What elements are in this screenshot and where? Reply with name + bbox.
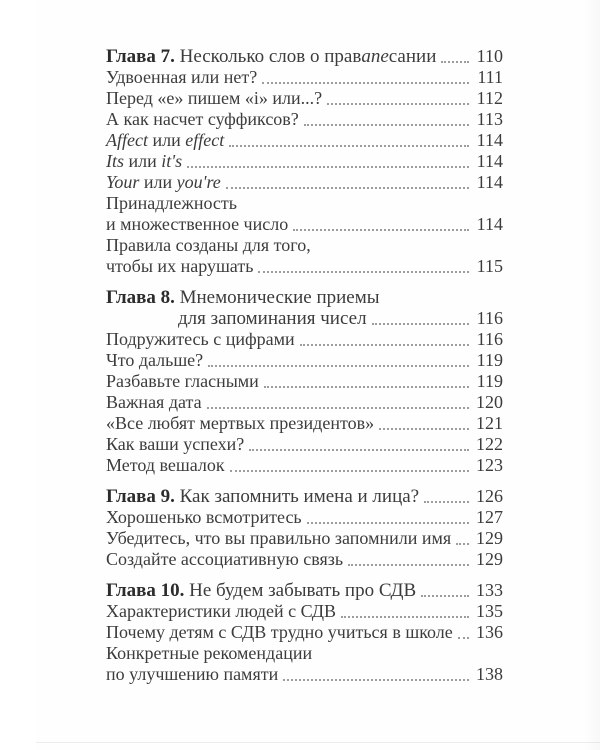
toc-page-number: 114 <box>476 130 503 150</box>
toc-entry-label: Глава 10. Не будем забывать про СДВ <box>106 580 417 601</box>
toc-section <box>106 580 503 685</box>
toc-entry-label: Что дальше? <box>106 350 204 370</box>
toc-page-number: 110 <box>476 46 503 66</box>
toc-page-number: 114 <box>476 151 503 171</box>
toc-chapter-row <box>106 46 503 67</box>
toc-page-number: 119 <box>476 350 503 370</box>
toc-entry-label: Убедитесь, что вы правильно запомнили имя <box>106 528 452 548</box>
toc-entry-label: Глава 7. Несколько слов о правапесании <box>106 46 437 67</box>
toc-entry-label: Важная дата <box>106 392 202 412</box>
toc-leader-dots <box>207 407 469 409</box>
toc-entry-label: Характеристики людей с СДВ <box>106 601 337 621</box>
toc-page-number: 113 <box>476 109 503 129</box>
toc-entry-label: Правила созданы для того, <box>106 235 311 255</box>
toc-section <box>106 287 503 476</box>
toc-leader-dots <box>249 449 469 451</box>
toc-leader-dots <box>421 595 469 597</box>
toc-page-number: 114 <box>476 172 503 192</box>
toc-page-number: 135 <box>476 601 503 621</box>
toc-row <box>106 528 503 549</box>
toc-leader-dots <box>293 229 469 231</box>
toc-entry-label: А как насчет суффиксов? <box>106 109 299 129</box>
toc-leader-dots <box>307 522 469 524</box>
toc-leader-dots <box>262 82 469 84</box>
toc-row <box>106 643 503 664</box>
toc-row <box>106 455 503 476</box>
toc-page-number: 116 <box>476 329 503 349</box>
toc-entry-label: по улучшению памяти <box>106 664 279 684</box>
toc-row <box>106 130 503 151</box>
toc-page-number: 120 <box>476 392 503 412</box>
toc-leader-dots <box>441 61 469 63</box>
toc-row <box>106 256 503 277</box>
toc-entry-label: Удвоенная или нет? <box>106 67 258 87</box>
toc-leader-dots <box>348 564 469 566</box>
toc-row <box>106 507 503 528</box>
toc-row <box>106 601 503 622</box>
toc-leader-dots <box>379 428 469 430</box>
toc-entry-label: Конкретные рекомендации <box>106 643 313 663</box>
toc-row <box>106 214 503 235</box>
toc-page-number: 138 <box>476 664 503 684</box>
toc-entry-label: Создайте ассоциативную связь <box>106 549 344 569</box>
toc-section <box>106 486 503 570</box>
toc-row <box>106 371 503 392</box>
toc-chapter-row <box>178 308 503 329</box>
toc-row <box>106 151 503 172</box>
toc-leader-dots <box>283 679 469 681</box>
toc-leader-dots <box>458 637 469 639</box>
toc-leader-dots <box>424 501 469 503</box>
toc-entry-label: «Все любят мертвых президентов» <box>106 413 375 433</box>
toc-page-number: 111 <box>477 67 503 87</box>
toc-row <box>106 664 503 685</box>
scan-left-margin <box>0 0 36 750</box>
toc-entry-label: Хорошенько всмотритесь <box>106 507 302 527</box>
toc-row <box>106 413 503 434</box>
toc-page-number: 112 <box>476 88 503 108</box>
toc-row <box>106 350 503 371</box>
toc-page-number: 129 <box>476 528 503 548</box>
toc-row <box>106 549 503 570</box>
toc-entry-label: Глава 8. Мнемонические приемы <box>106 287 380 308</box>
toc-leader-dots <box>258 271 469 273</box>
toc-page-number: 133 <box>476 580 503 600</box>
toc-entry-label: для запоминания чисел <box>178 308 367 329</box>
toc-chapter-row <box>106 287 503 308</box>
toc-entry-label: Its или it's <box>106 151 183 171</box>
toc-entry-label: и множественное число <box>106 214 289 234</box>
toc-entry-label: Перед «е» пишем «i» или...? <box>106 88 323 108</box>
toc-chapter-row <box>106 486 503 507</box>
toc-leader-dots <box>230 470 469 472</box>
toc-page-number: 129 <box>476 549 503 569</box>
toc-page-number: 126 <box>476 486 503 506</box>
toc-row <box>106 622 503 643</box>
toc-row <box>106 329 503 350</box>
toc-leader-dots <box>229 145 469 147</box>
toc-page-number: 115 <box>476 256 503 276</box>
page-right-edge-shadow <box>584 0 600 750</box>
page-bottom-edge <box>36 742 600 743</box>
toc-leader-dots <box>327 103 469 105</box>
toc-row <box>106 392 503 413</box>
toc-page-number: 122 <box>476 434 503 454</box>
toc-page-number: 121 <box>476 413 503 433</box>
toc-row <box>106 109 503 130</box>
toc-leader-dots <box>208 365 469 367</box>
toc-entry-label: Как ваши успехи? <box>106 434 245 454</box>
toc-row <box>106 88 503 109</box>
table-of-contents <box>106 46 503 685</box>
toc-leader-dots <box>187 166 469 168</box>
toc-leader-dots <box>304 124 469 126</box>
toc-leader-dots <box>226 187 469 189</box>
toc-section <box>106 46 503 277</box>
toc-page-number: 119 <box>476 371 503 391</box>
toc-entry-label: Принадлежность <box>106 193 237 213</box>
toc-entry-label: Affect или effect <box>106 130 225 150</box>
toc-row <box>106 434 503 455</box>
toc-leader-dots <box>372 323 469 325</box>
toc-page-number: 114 <box>476 214 503 234</box>
toc-page-number: 136 <box>476 622 503 642</box>
toc-chapter-row <box>106 580 503 601</box>
toc-entry-label: Почему детям с СДВ трудно учиться в школе <box>106 622 453 642</box>
toc-page-number: 123 <box>476 455 503 475</box>
toc-entry-label: Метод вешалок <box>106 455 225 475</box>
toc-row <box>106 193 503 214</box>
toc-entry-label: Your или you're <box>106 172 221 192</box>
toc-leader-dots <box>264 386 469 388</box>
toc-page-number: 127 <box>476 507 503 527</box>
toc-leader-dots <box>341 616 469 618</box>
toc-row <box>106 172 503 193</box>
toc-leader-dots <box>300 344 469 346</box>
toc-entry-label: чтобы их нарушать <box>106 256 254 276</box>
toc-page-number: 116 <box>476 308 503 328</box>
toc-row <box>106 67 503 88</box>
toc-leader-dots <box>456 543 469 545</box>
toc-entry-label: Глава 9. Как запомнить имена и лица? <box>106 486 420 507</box>
toc-row <box>106 235 503 256</box>
toc-entry-label: Разбавьте гласными <box>106 371 259 391</box>
toc-entry-label: Подружитесь с цифрами <box>106 329 295 349</box>
